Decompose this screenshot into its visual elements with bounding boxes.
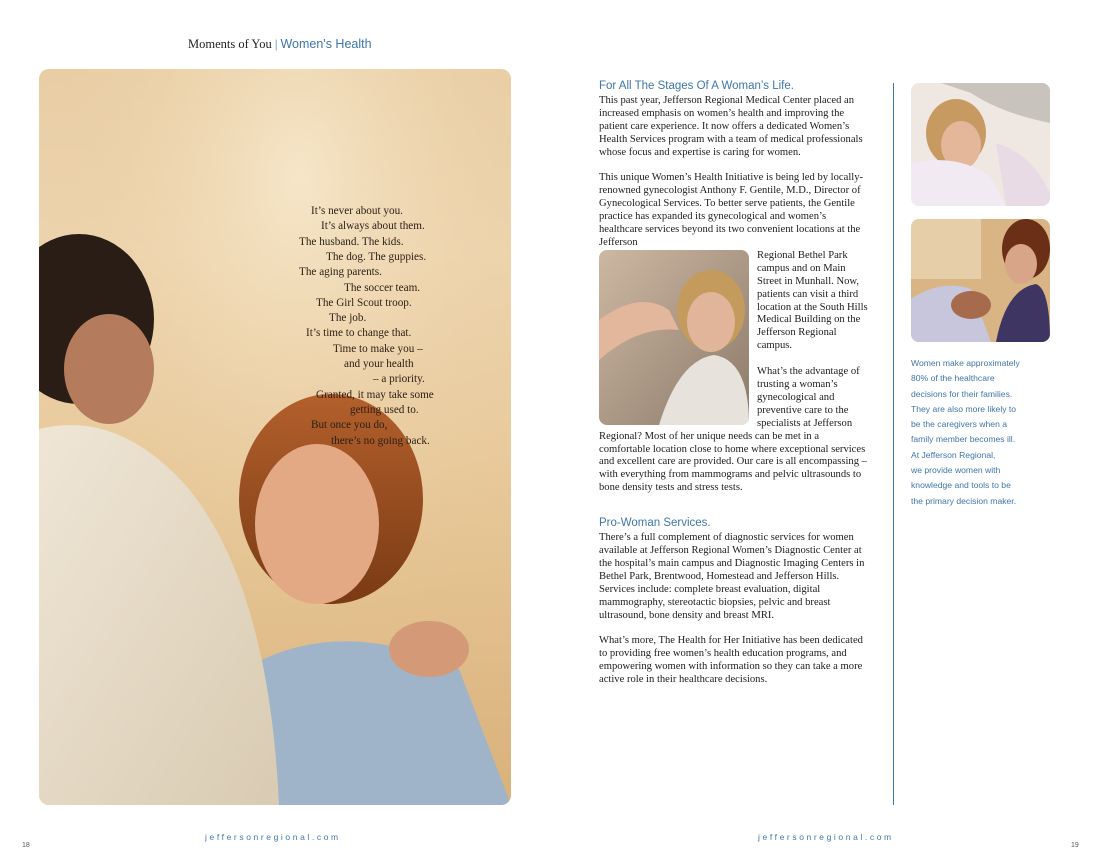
article-paragraph: Regional Bethel Park campus and on Main Street in Munhall. Now, patients can visit a third location at the South Hills Medical Building on the Jefferson Regional campus. bbox=[757, 249, 868, 352]
doctor-photo bbox=[599, 250, 749, 425]
footer-url-right[interactable]: jeffersonregional.com bbox=[758, 832, 894, 842]
sidebar-line: decisions for their families. bbox=[911, 388, 1013, 399]
poem-line: Time to make you – bbox=[333, 342, 423, 355]
page-number-right: 19 bbox=[1071, 842, 1079, 849]
section-heading: Pro-Woman Services. bbox=[599, 517, 711, 530]
article bbox=[599, 80, 871, 700]
sidebar-line: knowledge and tools to be bbox=[911, 480, 1011, 491]
doctor-photo-illustration bbox=[599, 250, 749, 425]
sidebar-line: 80% of the healthcare bbox=[911, 373, 995, 384]
article-paragraph: This unique Women’s Health Initiative is being led by locally-renowned gynecologist Anthony F. Gentile, M.D., Director of Gynecological Services. To better serve patients, the Gentile practice has expanded its gynecological and women’s healthcare services beyond its two convenient locations at the Jefferson bbox=[599, 172, 864, 248]
sidebar-line: be the caregivers when a bbox=[911, 419, 1008, 430]
publication-title: Moments of You bbox=[188, 37, 272, 51]
poem-line: Granted, it may take some bbox=[316, 388, 434, 401]
poem-line: The husband. The kids. bbox=[299, 235, 404, 248]
poem-line: The soccer team. bbox=[344, 281, 421, 294]
section-heading: For All The Stages Of A Woman’s Life. bbox=[599, 80, 794, 92]
poem-line: The job. bbox=[329, 312, 367, 325]
poem-line: It’s time to change that. bbox=[306, 327, 412, 340]
poem-line: But once you do, bbox=[311, 419, 388, 432]
poem-line: The aging parents. bbox=[299, 266, 382, 279]
article-paragraph: This past year, Jefferson Regional Medical Center placed an increased emphasis on women’s health and improving the patient care experience. It now offers a dedicated Women’s Health Services program with a team of medical professionals whose focus and expertise is caring for women. bbox=[599, 94, 863, 158]
poem-line: there’s no going back. bbox=[331, 434, 430, 447]
poem-line: getting used to. bbox=[350, 403, 419, 416]
section-title: Women's Health bbox=[280, 37, 372, 51]
running-header bbox=[188, 37, 372, 52]
ultrasound-photo bbox=[911, 219, 1050, 342]
sidebar-line: They are also more likely to bbox=[911, 403, 1017, 414]
poem-line: – a priority. bbox=[373, 373, 425, 386]
article-paragraph: What’s the advantage of trusting a woman’s gynecological and preventive care to the specialists at Jefferson Regional? Most of her unique needs can be met in a comfortable location close to home where exceptional services and excellent care are provided. Our care is all encompassing – with everything from mammograms and pelvic ultrasounds to bone density tests and stress tests. bbox=[599, 366, 867, 494]
poem-line: It’s always about them. bbox=[321, 220, 425, 233]
sidebar-line: family member becomes ill. bbox=[911, 434, 1016, 445]
sidebar-line: Women make approximately bbox=[911, 358, 1020, 368]
article-paragraph: What’s more, The Health for Her Initiative has been dedicated to providing free women’s health education programs, and empowering women with information so they can take a more active role in their healthcare decisions. bbox=[599, 635, 863, 686]
poem-line: The dog. The guppies. bbox=[326, 250, 427, 263]
page-number-left: 18 bbox=[22, 842, 30, 849]
poem-line: The Girl Scout troop. bbox=[316, 296, 412, 309]
sidebar-line: the primary decision maker. bbox=[911, 495, 1017, 506]
sidebar-line: we provide women with bbox=[911, 465, 1001, 476]
sidebar-quote bbox=[911, 356, 1041, 509]
mammography-photo-illustration bbox=[911, 83, 1050, 206]
header-separator: | bbox=[274, 37, 278, 51]
hero-photo bbox=[39, 69, 511, 805]
column-divider bbox=[893, 83, 894, 805]
poem-line: It’s never about you. bbox=[311, 205, 403, 217]
article-paragraph: There’s a full complement of diagnostic services for women available at Jefferson Regional Women’s Diagnostic Center at the hospital’s main campus and Diagnostic Imaging Centers in Bethel Park, Brentwood, Homestead and Jefferson Hills. Services include: complete breast evaluation, digital mammography, stereotactic biopsies, pelvic and breast ultrasound, bone density and breast MRI. bbox=[599, 532, 865, 621]
ultrasound-photo-illustration bbox=[911, 219, 1050, 342]
sidebar-line: At Jefferson Regional, bbox=[911, 449, 996, 460]
footer-url-left[interactable]: jeffersonregional.com bbox=[205, 832, 341, 842]
hero-photo-illustration bbox=[39, 69, 511, 805]
mammography-photo bbox=[911, 83, 1050, 206]
poem-line: and your health bbox=[344, 358, 414, 370]
